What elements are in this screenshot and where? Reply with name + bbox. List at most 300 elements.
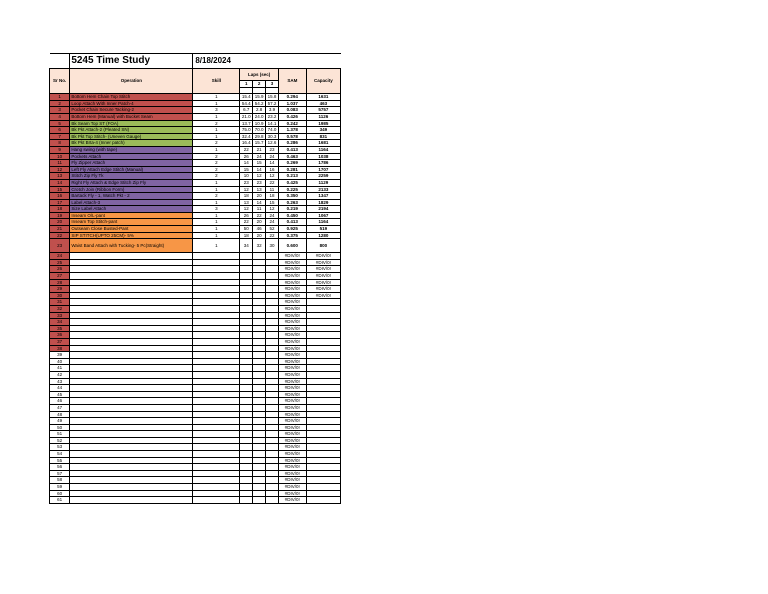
row-lap-3[interactable]: 57.2 [266,100,279,107]
row-capacity[interactable] [306,371,340,378]
row-lap-3[interactable] [266,325,279,332]
row-operation[interactable]: Bartack Fly - 1, Watch Pkt - 2 [70,193,193,200]
row-sam[interactable]: 0.375 [278,232,306,239]
row-sr-no[interactable]: 55 [50,457,70,464]
row-sam[interactable]: 0.426 [278,113,306,120]
row-sam[interactable]: #DIV/0! [278,477,306,484]
row-capacity[interactable] [306,365,340,372]
row-lap-1[interactable] [240,358,253,365]
row-operation[interactable]: Label Attach-3 [70,199,193,206]
row-skill[interactable]: 1 [193,94,240,101]
row-operation[interactable]: Crotch Join (Ribbon Form) [70,186,193,193]
row-operation[interactable] [70,424,193,431]
row-lap-2[interactable] [253,484,266,491]
row-lap-3[interactable]: 12 [266,206,279,213]
row-lap-3[interactable]: 18 [266,193,279,200]
row-lap-3[interactable] [266,292,279,299]
row-lap-2[interactable]: 14 [253,166,266,173]
row-operation[interactable] [70,464,193,471]
row-sr-no[interactable]: 41 [50,365,70,372]
row-skill[interactable]: 1 [193,232,240,239]
row-skill[interactable]: 2 [193,140,240,147]
row-lap-1[interactable] [240,299,253,306]
row-capacity[interactable]: 2194 [306,206,340,213]
row-sr-no[interactable]: 8 [50,140,70,147]
row-lap-1[interactable]: 18 [240,193,253,200]
row-sr-no[interactable]: 45 [50,391,70,398]
row-skill[interactable] [193,437,240,444]
row-sr-no[interactable]: 35 [50,325,70,332]
row-operation[interactable] [70,437,193,444]
row-skill[interactable] [193,398,240,405]
row-capacity[interactable]: 463 [306,100,340,107]
row-capacity[interactable]: #DIV/0! [306,253,340,260]
header-capacity[interactable]: Capacity [306,69,340,94]
row-operation[interactable] [70,457,193,464]
row-lap-2[interactable] [253,451,266,458]
row-lap-1[interactable] [240,457,253,464]
row-lap-3[interactable] [266,437,279,444]
row-sr-no[interactable]: 10 [50,153,70,160]
row-skill[interactable]: 1 [193,226,240,233]
row-lap-2[interactable]: 2.8 [253,107,266,114]
row-lap-1[interactable]: 10 [240,173,253,180]
row-operation[interactable] [70,286,193,293]
row-sam[interactable]: #DIV/0! [278,279,306,286]
row-lap-3[interactable] [266,286,279,293]
row-sr-no[interactable]: 19 [50,212,70,219]
row-capacity[interactable]: 800 [306,239,340,253]
row-sr-no[interactable]: 32 [50,306,70,313]
row-capacity[interactable] [306,398,340,405]
row-sr-no[interactable]: 17 [50,199,70,206]
row-skill[interactable]: 1 [193,186,240,193]
row-operation[interactable] [70,451,193,458]
row-lap-1[interactable] [240,371,253,378]
row-skill[interactable] [193,404,240,411]
row-skill[interactable] [193,266,240,273]
row-lap-3[interactable] [266,312,279,319]
row-sr-no[interactable]: 12 [50,166,70,173]
row-lap-3[interactable] [266,385,279,392]
row-capacity[interactable] [306,411,340,418]
row-capacity[interactable] [306,312,340,319]
row-sr-no[interactable]: 22 [50,232,70,239]
row-capacity[interactable] [306,464,340,471]
row-lap-3[interactable]: 24 [266,153,279,160]
row-lap-2[interactable]: 15.9 [253,94,266,101]
row-capacity[interactable]: 1126 [306,113,340,120]
row-sr-no[interactable]: 51 [50,431,70,438]
row-lap-1[interactable]: 18 [240,232,253,239]
row-operation[interactable]: SIP STITCH(UPTO 25CM)- 5% [70,232,193,239]
row-sr-no[interactable]: 40 [50,358,70,365]
row-sr-no[interactable]: 11 [50,160,70,167]
row-skill[interactable] [193,352,240,359]
row-sam[interactable]: #DIV/0! [278,484,306,491]
row-lap-1[interactable] [240,332,253,339]
row-lap-1[interactable] [240,424,253,431]
row-sam[interactable]: 0.450 [278,212,306,219]
row-lap-2[interactable]: 54.2 [253,100,266,107]
row-lap-3[interactable] [266,358,279,365]
row-capacity[interactable]: 2259 [306,173,340,180]
row-skill[interactable]: 1 [193,113,240,120]
row-sam[interactable]: #DIV/0! [278,385,306,392]
row-lap-1[interactable] [240,259,253,266]
row-skill[interactable]: 2 [193,166,240,173]
row-sr-no[interactable]: 7 [50,133,70,140]
row-operation[interactable] [70,319,193,326]
row-sr-no[interactable]: 9 [50,146,70,153]
row-capacity[interactable]: 1707 [306,166,340,173]
row-sam[interactable]: #DIV/0! [278,404,306,411]
row-sam[interactable]: #DIV/0! [278,325,306,332]
row-operation[interactable] [70,312,193,319]
row-lap-3[interactable] [266,332,279,339]
row-skill[interactable] [193,338,240,345]
row-skill[interactable]: 1 [193,239,240,253]
row-lap-2[interactable] [253,306,266,313]
row-lap-3[interactable]: 15.8 [266,94,279,101]
row-sr-no[interactable]: 24 [50,253,70,260]
row-lap-2[interactable] [253,332,266,339]
row-lap-3[interactable] [266,490,279,497]
row-sam[interactable]: 0.578 [278,133,306,140]
row-lap-3[interactable] [266,306,279,313]
row-lap-3[interactable]: 12.6 [266,140,279,147]
row-lap-1[interactable] [240,352,253,359]
row-lap-1[interactable]: 12 [240,206,253,213]
row-operation[interactable] [70,259,193,266]
row-skill[interactable] [193,490,240,497]
row-skill[interactable]: 1 [193,199,240,206]
row-sr-no[interactable]: 58 [50,477,70,484]
row-operation[interactable] [70,411,193,418]
row-lap-2[interactable]: 46 [253,226,266,233]
row-lap-1[interactable] [240,292,253,299]
row-operation[interactable] [70,490,193,497]
row-sr-no[interactable]: 13 [50,173,70,180]
row-sam[interactable]: #DIV/0! [278,451,306,458]
row-skill[interactable] [193,391,240,398]
row-sr-no[interactable]: 52 [50,437,70,444]
row-lap-2[interactable] [253,497,266,504]
row-sr-no[interactable]: 33 [50,312,70,319]
row-lap-1[interactable]: 34 [240,239,253,253]
row-skill[interactable] [193,306,240,313]
row-operation[interactable]: Bk Pkt Brta-4 (Inner patch) [70,140,193,147]
row-operation[interactable] [70,358,193,365]
row-sr-no[interactable]: 30 [50,292,70,299]
row-skill[interactable] [193,279,240,286]
row-lap-3[interactable] [266,484,279,491]
row-sam[interactable]: #DIV/0! [278,345,306,352]
row-lap-1[interactable]: 75.0 [240,127,253,134]
row-sr-no[interactable]: 39 [50,352,70,359]
row-lap-3[interactable] [266,497,279,504]
row-sr-no[interactable]: 50 [50,424,70,431]
row-skill[interactable] [193,378,240,385]
row-operation[interactable]: Loop Attach With Inner Patch-4 [70,100,193,107]
row-sam[interactable]: #DIV/0! [278,391,306,398]
row-lap-1[interactable] [240,470,253,477]
row-lap-2[interactable]: 29.8 [253,133,266,140]
row-lap-1[interactable]: 23 [240,179,253,186]
row-capacity[interactable]: 1038 [306,153,340,160]
row-sr-no[interactable]: 16 [50,193,70,200]
row-operation[interactable] [70,365,193,372]
row-sr-no[interactable]: 38 [50,345,70,352]
row-lap-3[interactable] [266,319,279,326]
row-sr-no[interactable]: 4 [50,113,70,120]
header-sam[interactable]: SAM [278,69,306,94]
row-capacity[interactable]: 519 [306,226,340,233]
row-lap-2[interactable]: 15.7 [253,140,266,147]
row-sam[interactable]: #DIV/0! [278,457,306,464]
row-lap-2[interactable] [253,365,266,372]
row-lap-2[interactable] [253,266,266,273]
row-lap-1[interactable] [240,464,253,471]
row-capacity[interactable]: #DIV/0! [306,292,340,299]
row-lap-3[interactable]: 15 [266,199,279,206]
row-skill[interactable] [193,477,240,484]
row-operation[interactable] [70,497,193,504]
row-lap-1[interactable]: 50 [240,226,253,233]
row-lap-3[interactable] [266,470,279,477]
row-capacity[interactable]: 1067 [306,212,340,219]
row-skill[interactable] [193,312,240,319]
row-skill[interactable] [193,484,240,491]
row-operation[interactable] [70,385,193,392]
row-lap-2[interactable] [253,411,266,418]
row-lap-1[interactable] [240,444,253,451]
row-sam[interactable]: #DIV/0! [278,378,306,385]
row-sr-no[interactable]: 23 [50,239,70,253]
row-lap-2[interactable] [253,325,266,332]
row-lap-1[interactable] [240,286,253,293]
row-sr-no[interactable]: 59 [50,484,70,491]
row-lap-1[interactable] [240,273,253,280]
row-operation[interactable] [70,332,193,339]
row-sr-no[interactable]: 28 [50,279,70,286]
row-operation[interactable]: Outseam Close Busted-Pant [70,226,193,233]
row-capacity[interactable] [306,391,340,398]
row-sam[interactable]: #DIV/0! [278,259,306,266]
row-lap-3[interactable] [266,279,279,286]
row-sam[interactable]: 0.286 [278,140,306,147]
row-operation[interactable]: Size Label Attach [70,206,193,213]
row-sr-no[interactable]: 15 [50,186,70,193]
row-lap-2[interactable] [253,378,266,385]
row-skill[interactable]: 3 [193,107,240,114]
row-capacity[interactable]: #DIV/0! [306,273,340,280]
row-lap-2[interactable] [253,431,266,438]
row-lap-1[interactable] [240,451,253,458]
row-lap-3[interactable] [266,365,279,372]
row-lap-2[interactable] [253,273,266,280]
row-lap-1[interactable]: 13.7 [240,120,253,127]
row-operation[interactable] [70,484,193,491]
row-lap-1[interactable]: 12 [240,186,253,193]
row-skill[interactable] [193,319,240,326]
row-capacity[interactable] [306,299,340,306]
row-sam[interactable]: #DIV/0! [278,292,306,299]
row-capacity[interactable] [306,385,340,392]
row-operation[interactable]: Hang swing (with tape) [70,146,193,153]
row-lap-3[interactable] [266,391,279,398]
row-sam[interactable]: 1.378 [278,127,306,134]
row-operation[interactable] [70,253,193,260]
row-skill[interactable] [193,371,240,378]
row-lap-2[interactable]: 20 [253,193,266,200]
row-lap-2[interactable] [253,490,266,497]
row-capacity[interactable]: 1164 [306,146,340,153]
row-operation[interactable] [70,266,193,273]
row-skill[interactable] [193,424,240,431]
row-skill[interactable] [193,365,240,372]
row-capacity[interactable]: 2133 [306,186,340,193]
row-sr-no[interactable]: 43 [50,378,70,385]
row-capacity[interactable] [306,490,340,497]
row-lap-2[interactable]: 21 [253,146,266,153]
row-sam[interactable]: #DIV/0! [278,332,306,339]
row-sam[interactable]: 0.413 [278,146,306,153]
row-lap-1[interactable] [240,319,253,326]
row-lap-1[interactable] [240,378,253,385]
row-sam[interactable]: #DIV/0! [278,437,306,444]
row-sr-no[interactable]: 3 [50,107,70,114]
row-skill[interactable] [193,457,240,464]
row-operation[interactable]: Bk Pkt Attach-2 (Pleated SN) [70,127,193,134]
row-capacity[interactable]: 1164 [306,219,340,226]
row-lap-3[interactable] [266,273,279,280]
row-operation[interactable] [70,391,193,398]
row-sr-no[interactable]: 57 [50,470,70,477]
row-skill[interactable] [193,253,240,260]
row-skill[interactable] [193,259,240,266]
row-skill[interactable] [193,385,240,392]
row-lap-2[interactable] [253,338,266,345]
row-lap-3[interactable] [266,424,279,431]
row-skill[interactable] [193,358,240,365]
row-lap-2[interactable] [253,299,266,306]
row-lap-3[interactable]: 22 [266,179,279,186]
row-skill[interactable]: 1 [193,179,240,186]
row-sr-no[interactable]: 60 [50,490,70,497]
row-sam[interactable]: #DIV/0! [278,464,306,471]
row-sam[interactable]: #DIV/0! [278,411,306,418]
row-sr-no[interactable]: 27 [50,273,70,280]
row-operation[interactable] [70,292,193,299]
row-lap-1[interactable]: 16.4 [240,140,253,147]
header-lap-3[interactable]: 3 [266,81,279,88]
row-capacity[interactable] [306,325,340,332]
row-lap-1[interactable] [240,266,253,273]
header-sr-no[interactable]: Sr No. [50,69,70,94]
row-capacity[interactable]: #DIV/0! [306,259,340,266]
row-capacity[interactable] [306,444,340,451]
row-sam[interactable]: 0.463 [278,153,306,160]
row-capacity[interactable]: 1681 [306,140,340,147]
row-lap-2[interactable] [253,418,266,425]
row-sr-no[interactable]: 48 [50,411,70,418]
row-lap-3[interactable] [266,444,279,451]
row-operation[interactable]: Bk Seam Top ST (FOA) [70,120,193,127]
row-lap-2[interactable]: 24.0 [253,113,266,120]
row-lap-3[interactable]: 24 [266,219,279,226]
row-operation[interactable]: Right Fly Attach & Edge Stitch Zip Fly [70,179,193,186]
row-sam[interactable]: #DIV/0! [278,312,306,319]
row-lap-2[interactable] [253,358,266,365]
row-lap-2[interactable] [253,319,266,326]
row-lap-1[interactable] [240,404,253,411]
row-lap-2[interactable]: 20 [253,219,266,226]
row-lap-1[interactable]: 14 [240,160,253,167]
row-lap-3[interactable] [266,457,279,464]
row-lap-2[interactable] [253,477,266,484]
row-lap-2[interactable] [253,371,266,378]
row-sam[interactable]: #DIV/0! [278,371,306,378]
row-lap-3[interactable] [266,378,279,385]
row-lap-2[interactable]: 15 [253,160,266,167]
row-lap-2[interactable] [253,259,266,266]
row-lap-1[interactable] [240,345,253,352]
row-sam[interactable]: #DIV/0! [278,398,306,405]
row-sam[interactable]: 0.225 [278,186,306,193]
row-skill[interactable]: 1 [193,127,240,134]
row-lap-1[interactable] [240,338,253,345]
row-sr-no[interactable]: 49 [50,418,70,425]
row-lap-1[interactable] [240,497,253,504]
row-lap-1[interactable] [240,312,253,319]
row-skill[interactable] [193,299,240,306]
row-sr-no[interactable]: 31 [50,299,70,306]
row-skill[interactable]: 2 [193,120,240,127]
row-skill[interactable] [193,332,240,339]
row-sam[interactable]: 0.219 [278,206,306,213]
row-lap-3[interactable]: 14 [266,160,279,167]
row-skill[interactable] [193,286,240,293]
row-operation[interactable] [70,306,193,313]
header-lap-2[interactable]: 2 [253,81,266,88]
row-lap-2[interactable]: 11 [253,206,266,213]
row-skill[interactable]: 1 [193,212,240,219]
row-sam[interactable]: #DIV/0! [278,299,306,306]
row-lap-3[interactable]: 74.0 [266,127,279,134]
row-lap-1[interactable]: 22 [240,146,253,153]
sheet-title[interactable]: 5245 Time Study [70,54,193,69]
row-sr-no[interactable]: 29 [50,286,70,293]
row-sam[interactable]: #DIV/0! [278,253,306,260]
row-lap-1[interactable] [240,411,253,418]
row-operation[interactable]: Left Fly Attach Edge Stitch (Manual) [70,166,193,173]
row-operation[interactable] [70,470,193,477]
row-capacity[interactable] [306,497,340,504]
row-sr-no[interactable]: 18 [50,206,70,213]
row-operation[interactable] [70,404,193,411]
row-lap-2[interactable] [253,352,266,359]
row-sam[interactable]: #DIV/0! [278,358,306,365]
row-capacity[interactable]: 1829 [306,199,340,206]
row-sr-no[interactable]: 42 [50,371,70,378]
row-lap-2[interactable]: 14 [253,199,266,206]
row-sr-no[interactable]: 26 [50,266,70,273]
row-sam[interactable]: #DIV/0! [278,497,306,504]
row-sam[interactable]: #DIV/0! [278,266,306,273]
row-skill[interactable]: 3 [193,206,240,213]
row-capacity[interactable] [306,345,340,352]
